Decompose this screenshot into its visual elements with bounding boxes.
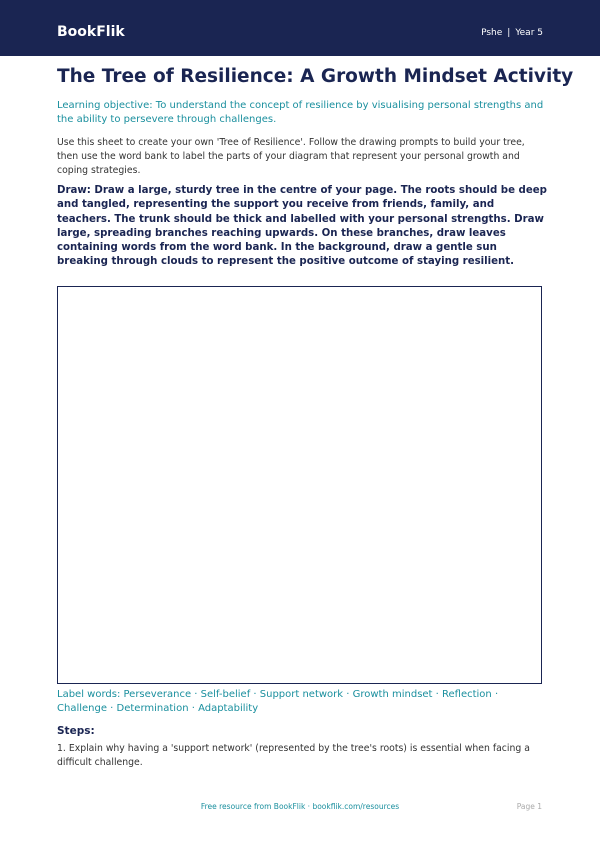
drawing-area[interactable] (57, 286, 542, 684)
page-title: The Tree of Resilience: A Growth Mindset Activity (57, 66, 574, 87)
steps-heading: Steps: (57, 725, 95, 737)
year-label: Year 5 (515, 28, 543, 38)
page-number: Page 1 (516, 802, 542, 811)
subject-label: Pshe (481, 28, 503, 38)
page-header (0, 0, 600, 56)
intro-text: Use this sheet to create your own 'Tree of Resilience'. Follow the drawing prompts to build your tree, then use the word bank to label the parts of your diagram that represent your personal growth and coping strategies. (57, 137, 525, 176)
step-item: 1. Explain why having a 'support network' (represented by the tree's roots) is essential when facing a difficult challenge. (57, 743, 530, 768)
subject-year (481, 27, 543, 39)
draw-prompt: Draw: Draw a large, sturdy tree in the centre of your page. The roots should be deep and tangled, representing the support you receive from friends, family, and teachers. The trunk should be thick and labelled with your personal strengths. Draw large, spreading branches reaching upwards. On these branches, draw leaves containing words from the word bank. In the background, draw a gentle sun breaking through clouds to represent the positive outcome of staying resilient. (57, 185, 547, 268)
label-words: Label words: Perseverance · Self-belief · Support network · Growth mindset · Reflection · Challenge · Determination · Adaptability (57, 689, 499, 714)
meta-separator: | (507, 28, 511, 38)
footer-text[interactable]: Free resource from BookFlik · bookflik.com/resources (200, 802, 400, 811)
learning-objective: Learning objective: To understand the concept of resilience by visualising personal strengths and the ability to persevere through challenges. (57, 100, 544, 125)
brand-logo: BookFlik (57, 24, 125, 40)
